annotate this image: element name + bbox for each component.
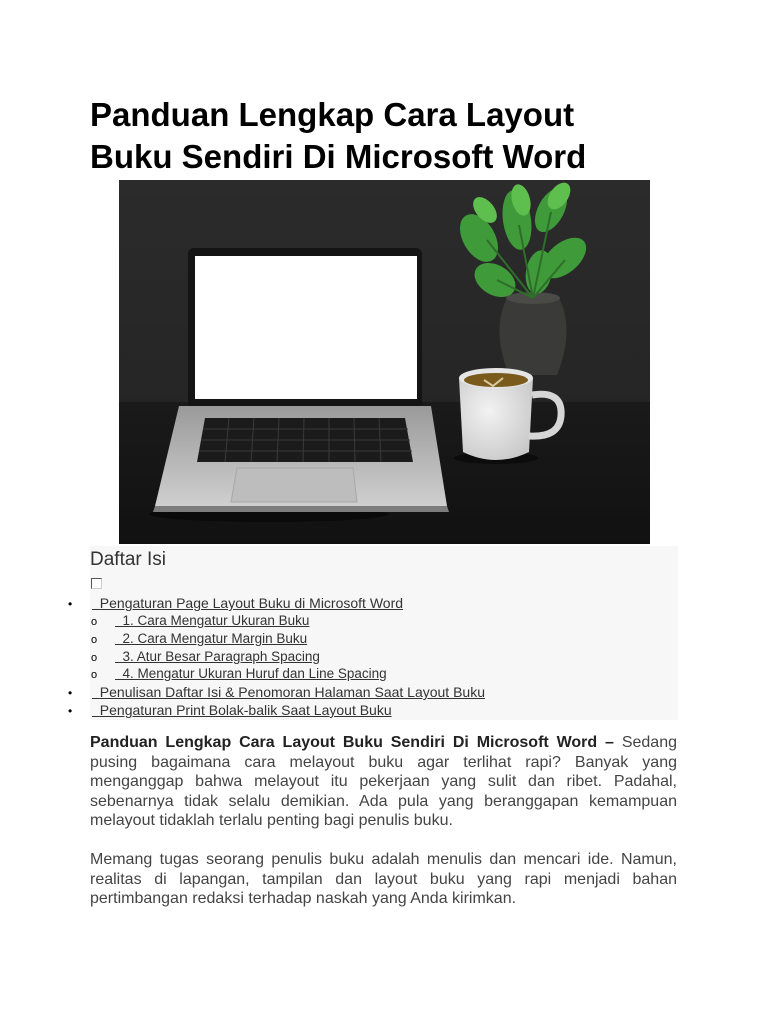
laptop-coffee-plant-photo (119, 180, 650, 544)
toc-link-daftar-isi[interactable]: Penulisan Daftar Isi & Penomoran Halaman Saat Layout Buku (99, 684, 485, 700)
toc-item (68, 684, 485, 700)
article-title-line-1: Panduan Lengkap Cara Layout (90, 96, 575, 133)
toc-item (68, 595, 403, 611)
second-paragraph-text: Memang tugas seorang penulis buku adalah menulis dan mencari ide. Namun, realitas di lapangan, tampilan dan layout buku yang rapi menjadi bahan pertimbangan redaksi terhadap naskah yang Anda kirimkan. (90, 851, 677, 907)
intro-bold-lead: Panduan Lengkap Cara Layout Buku Sendiri Di Microsoft Word – (90, 734, 614, 751)
bullet-icon: • (68, 704, 73, 718)
toc-subitem (91, 666, 387, 681)
toc-link-paragraph-spacing[interactable]: 3. Atur Besar Paragraph Spacing (122, 649, 320, 664)
intro-paragraph (90, 733, 677, 831)
toc-link-margin-buku[interactable]: 2. Cara Mengatur Margin Buku (122, 631, 308, 646)
toc-subitem (91, 613, 309, 628)
circle-bullet-icon: o (91, 616, 98, 628)
circle-bullet-icon: o (91, 634, 98, 646)
intro-text: Sedang pusing bagaimana cara melayout buku agar terlihat rapi? Banyak yang menganggap bahwa melayout itu pekerjaan yang sulit dan ribet. Padahal, sebenarnya tidak selalu demikian. Ada pula yang beranggapan kemampuan melayout tidaklah terlalu penting bagi penulis buku. (90, 734, 678, 829)
toc-link-ukuran-huruf[interactable]: 4. Mengatur Ukuran Huruf dan Line Spacing (122, 666, 387, 681)
toc-link-print-bolak-balik[interactable]: Pengaturan Print Bolak-balik Saat Layout Buku (99, 702, 392, 718)
article-title-line-2: Buku Sendiri Di Microsoft Word (90, 138, 587, 175)
bullet-icon: • (68, 686, 73, 700)
toc-subitem (91, 631, 307, 646)
bullet-icon: • (68, 597, 73, 611)
second-paragraph (90, 850, 677, 909)
toc-subitem (91, 649, 320, 664)
circle-bullet-icon: o (91, 669, 98, 681)
toc-link-ukuran-buku[interactable]: 1. Cara Mengatur Ukuran Buku (122, 613, 310, 628)
toc-item (68, 702, 392, 718)
toc-heading: Daftar Isi (90, 549, 167, 570)
toc-toggle-checkbox[interactable] (91, 578, 102, 589)
circle-bullet-icon: o (91, 652, 98, 664)
toc-link-page-layout[interactable]: Pengaturan Page Layout Buku di Microsoft Word (99, 595, 404, 611)
article-title (90, 94, 690, 178)
